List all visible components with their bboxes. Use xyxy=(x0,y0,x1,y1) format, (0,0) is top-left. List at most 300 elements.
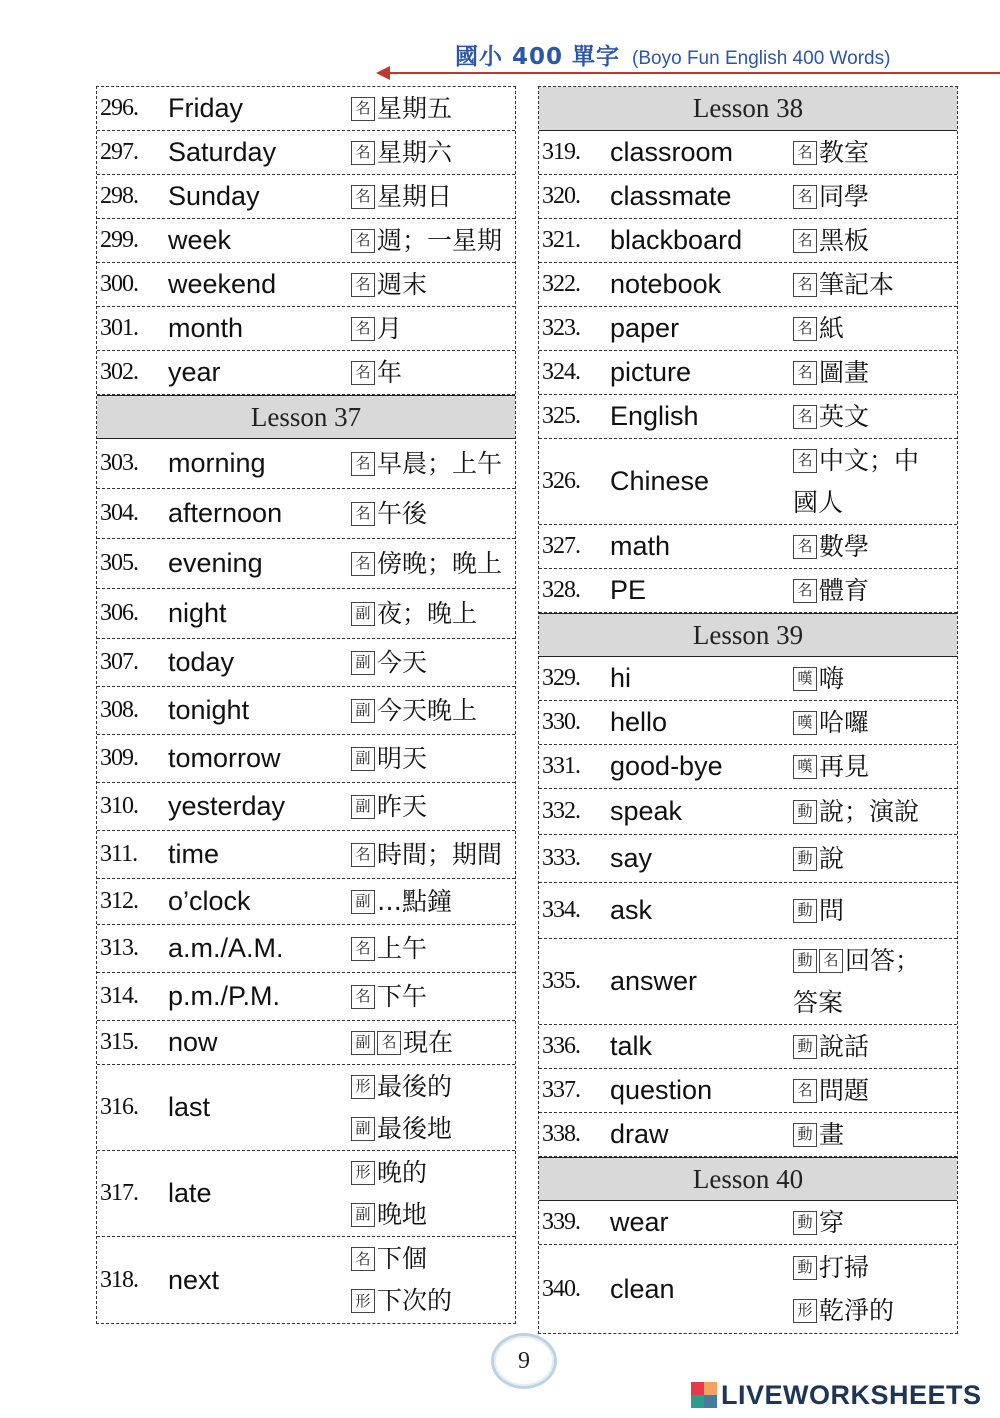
meaning-line xyxy=(351,1022,453,1064)
part-of-speech-badge: 名 xyxy=(793,405,817,429)
entry-meanings xyxy=(351,976,427,1018)
entry-number: 314. xyxy=(100,983,138,1009)
meaning-text: 星期六 xyxy=(377,137,453,167)
vocab-row xyxy=(97,831,515,879)
vocab-row xyxy=(97,1065,515,1151)
part-of-speech-badge: 名 xyxy=(793,273,817,297)
meaning-line xyxy=(351,593,477,635)
vocab-row xyxy=(97,351,515,395)
part-of-speech-badge: 名 xyxy=(351,273,375,297)
part-of-speech-badge: 名 xyxy=(793,449,817,473)
entry-number: 321. xyxy=(542,227,580,253)
meaning-line xyxy=(351,690,477,732)
meaning-line xyxy=(793,308,844,350)
vocab-row xyxy=(539,1113,957,1157)
entry-number: 313. xyxy=(100,935,138,961)
part-of-speech-badge: 名 xyxy=(793,579,817,603)
meaning-text: 週；一星期 xyxy=(377,225,503,255)
vocab-row xyxy=(97,307,515,351)
entry-meanings xyxy=(793,1026,869,1068)
entry-number: 330. xyxy=(542,709,580,735)
part-of-speech-badge: 名 xyxy=(351,937,375,961)
part-of-speech-badge: 動 xyxy=(793,949,817,973)
entry-meanings xyxy=(793,1070,869,1112)
entry-word: last xyxy=(168,1092,211,1122)
meaning-text: 最後地 xyxy=(377,1113,453,1143)
entry-number: 316. xyxy=(100,1094,138,1120)
vocab-row xyxy=(97,879,515,925)
entry-number: 317. xyxy=(100,1180,138,1206)
vocab-row xyxy=(97,219,515,263)
entry-meanings xyxy=(793,940,920,1024)
vocab-row xyxy=(97,925,515,973)
part-of-speech-badge: 名 xyxy=(377,1031,401,1055)
entry-meanings xyxy=(793,352,869,394)
meaning-text: 早晨；上午 xyxy=(377,448,503,478)
entry-number: 329. xyxy=(542,665,580,691)
entry-word: month xyxy=(168,313,244,343)
meaning-text: 時間；期間 xyxy=(377,839,503,869)
entry-meanings xyxy=(793,526,869,568)
meaning-line xyxy=(351,834,502,876)
vocab-row xyxy=(539,745,957,789)
part-of-speech-badge: 形 xyxy=(793,1299,817,1323)
meaning-line xyxy=(351,738,427,780)
brand-text: LIVEWORKSHEETS xyxy=(721,1379,982,1410)
part-of-speech-badge: 形 xyxy=(351,1289,375,1313)
part-of-speech-badge: 名 xyxy=(793,361,817,385)
lesson-header xyxy=(97,395,515,439)
meaning-line xyxy=(793,746,869,788)
vocab-row xyxy=(539,175,957,219)
logo-square xyxy=(691,1382,704,1395)
brand-logo xyxy=(691,1378,982,1412)
meaning-line xyxy=(793,440,919,482)
meaning-line xyxy=(793,1070,869,1112)
meaning-line xyxy=(351,786,427,828)
entry-word: say xyxy=(610,843,653,873)
meaning-text: 明天 xyxy=(377,743,428,773)
meaning-line xyxy=(793,791,919,833)
meaning-line xyxy=(351,1280,452,1322)
vocab-row xyxy=(539,1069,957,1113)
entry-word: afternoon xyxy=(168,498,283,528)
entry-word: yesterday xyxy=(168,791,286,821)
meaning-line xyxy=(351,1066,452,1108)
vocab-row xyxy=(539,439,957,525)
entry-word: speak xyxy=(610,796,683,826)
entry-number: 310. xyxy=(100,793,138,819)
part-of-speech-badge: 名 xyxy=(351,985,375,1009)
part-of-speech-badge: 名 xyxy=(793,317,817,341)
entry-word: night xyxy=(168,598,227,628)
meaning-text: 乾淨的 xyxy=(819,1296,895,1325)
entry-meanings xyxy=(793,308,844,350)
entry-number: 297. xyxy=(100,139,138,165)
entry-number: 338. xyxy=(542,1121,580,1147)
meaning-line xyxy=(351,1194,427,1236)
liveworksheets-icon xyxy=(691,1382,717,1408)
meaning-text: 週末 xyxy=(377,269,428,299)
entry-number: 302. xyxy=(100,359,138,385)
entry-number: 307. xyxy=(100,649,138,675)
entry-meanings xyxy=(793,132,869,174)
entry-meanings xyxy=(351,834,502,876)
part-of-speech-badge: 形 xyxy=(351,1161,375,1185)
vocab-row xyxy=(539,351,957,395)
vocab-row xyxy=(539,307,957,351)
part-of-speech-badge: 名 xyxy=(819,949,843,973)
part-of-speech-badge: 嘆 xyxy=(793,711,817,735)
meaning-line xyxy=(351,1238,452,1280)
entry-meanings xyxy=(351,642,427,684)
meaning-line xyxy=(793,1114,844,1156)
meaning-line xyxy=(351,443,502,485)
part-of-speech-badge: 名 xyxy=(351,552,375,576)
entry-word: weekend xyxy=(168,269,277,299)
meaning-line xyxy=(793,702,869,744)
part-of-speech-badge: 名 xyxy=(793,185,817,209)
meaning-text: 同學 xyxy=(819,181,870,211)
entry-number: 298. xyxy=(100,183,138,209)
entry-meanings xyxy=(351,928,427,970)
entry-meanings xyxy=(351,881,452,923)
part-of-speech-badge: 副 xyxy=(351,1203,375,1227)
part-of-speech-badge: 名 xyxy=(351,1247,375,1271)
part-of-speech-badge: 副 xyxy=(351,747,375,771)
entry-word: answer xyxy=(610,966,698,996)
meaning-line xyxy=(351,1108,452,1150)
entry-meanings xyxy=(351,786,427,828)
meaning-text: 年 xyxy=(377,357,403,387)
entry-word: tomorrow xyxy=(168,743,281,773)
entry-word: talk xyxy=(610,1031,653,1061)
entry-number: 320. xyxy=(542,183,580,209)
meaning-text: 最後的 xyxy=(377,1071,453,1101)
vocab-column-left xyxy=(96,86,516,1324)
meaning-line xyxy=(351,264,427,306)
page-number: 9 xyxy=(518,1347,530,1374)
part-of-speech-badge: 形 xyxy=(351,1075,375,1099)
part-of-speech-badge: 動 xyxy=(793,1123,817,1147)
entry-number: 303. xyxy=(100,450,138,476)
vocab-row xyxy=(97,1151,515,1237)
lesson-header xyxy=(539,87,957,131)
part-of-speech-badge: 動 xyxy=(793,800,817,824)
entry-meanings xyxy=(793,1202,844,1244)
meaning-text: 回答； xyxy=(845,945,921,975)
lesson-label: Lesson 39 xyxy=(692,619,804,650)
entry-meanings xyxy=(351,443,502,485)
meaning-line xyxy=(793,890,844,932)
entry-meanings xyxy=(351,264,427,306)
part-of-speech-badge: 副 xyxy=(351,890,375,914)
entry-meanings xyxy=(351,1152,427,1236)
entry-number: 332. xyxy=(542,798,580,824)
meaning-text: 英文 xyxy=(819,401,870,431)
entry-number: 296. xyxy=(100,95,138,121)
logo-square xyxy=(691,1395,704,1408)
entry-word: hello xyxy=(610,707,668,737)
meaning-line xyxy=(351,308,402,350)
entry-word: hi xyxy=(610,663,632,693)
part-of-speech-badge: 名 xyxy=(351,452,375,476)
entry-word: late xyxy=(168,1178,212,1208)
entry-word: today xyxy=(168,647,235,677)
lesson-header xyxy=(539,613,957,657)
entry-number: 331. xyxy=(542,753,580,779)
part-of-speech-badge: 名 xyxy=(793,229,817,253)
meaning-line xyxy=(793,658,844,700)
entry-number: 304. xyxy=(100,500,138,526)
vocab-row xyxy=(97,639,515,687)
vocab-row xyxy=(539,395,957,439)
vocab-row xyxy=(539,1025,957,1069)
meaning-text: 哈囉 xyxy=(819,707,870,737)
vocab-row xyxy=(539,1245,957,1333)
entry-meanings xyxy=(793,396,869,438)
vocab-row xyxy=(97,973,515,1021)
meaning-line xyxy=(793,1026,869,1068)
entry-word: Sunday xyxy=(168,181,260,211)
part-of-speech-badge: 嘆 xyxy=(793,667,817,691)
vocab-row xyxy=(539,131,957,175)
entry-meanings xyxy=(351,1022,453,1064)
vocab-row xyxy=(97,87,515,131)
meaning-text: 晚的 xyxy=(377,1157,428,1187)
meaning-line xyxy=(351,352,402,394)
meaning-line xyxy=(793,1202,844,1244)
meaning-text: 說 xyxy=(819,843,845,873)
meaning-line xyxy=(351,1152,427,1194)
meaning-text: 傍晚；晚上 xyxy=(377,548,503,578)
entry-meanings xyxy=(793,220,869,262)
meaning-text: 月 xyxy=(377,313,403,343)
entry-number: 340. xyxy=(542,1275,580,1302)
entry-word: time xyxy=(168,839,220,869)
entry-number: 318. xyxy=(100,1266,138,1293)
meaning-line xyxy=(793,838,844,880)
vocab-row xyxy=(97,263,515,307)
entry-meanings xyxy=(351,690,477,732)
meaning-text: 午後 xyxy=(377,498,428,528)
entry-meanings xyxy=(351,493,427,535)
entry-number: 336. xyxy=(542,1033,580,1059)
entry-number: 327. xyxy=(542,533,580,559)
vocab-row xyxy=(539,569,957,613)
vocab-row xyxy=(539,883,957,939)
entry-number: 308. xyxy=(100,697,138,723)
entry-word: math xyxy=(610,531,671,561)
logo-square xyxy=(704,1382,717,1395)
vocab-row xyxy=(97,589,515,639)
vocab-row xyxy=(539,939,957,1025)
entry-meanings xyxy=(793,1246,894,1332)
part-of-speech-badge: 名 xyxy=(351,97,375,121)
meaning-text: 說話 xyxy=(819,1031,870,1061)
entry-number: 322. xyxy=(542,271,580,297)
entry-number: 326. xyxy=(542,468,580,494)
vocab-row xyxy=(539,835,957,883)
part-of-speech-badge: 名 xyxy=(793,141,817,165)
page-header xyxy=(455,38,890,72)
entry-word: question xyxy=(610,1075,713,1105)
part-of-speech-badge: 動 xyxy=(793,847,817,871)
entry-meanings xyxy=(793,746,869,788)
entry-number: 301. xyxy=(100,315,138,341)
lesson-label: Lesson 40 xyxy=(692,1163,804,1194)
vocab-row xyxy=(97,1021,515,1065)
entry-word: classroom xyxy=(610,137,734,167)
part-of-speech-badge: 動 xyxy=(793,1256,817,1280)
meaning-text: 畫 xyxy=(819,1119,845,1149)
meaning-text: 數學 xyxy=(819,531,870,561)
vocab-column-right xyxy=(538,86,958,1334)
meaning-line xyxy=(793,940,920,982)
meaning-text: 圖畫 xyxy=(819,357,870,387)
entry-meanings xyxy=(793,440,919,524)
meaning-text: …點鐘 xyxy=(377,886,453,916)
meaning-text: 星期五 xyxy=(377,93,453,123)
lesson-label: Lesson 37 xyxy=(250,401,362,432)
vocab-row xyxy=(97,131,515,175)
part-of-speech-badge: 副 xyxy=(351,651,375,675)
vocab-row xyxy=(539,1201,957,1245)
entry-number: 325. xyxy=(542,403,580,429)
vocab-row xyxy=(97,783,515,831)
logo-square xyxy=(704,1395,717,1408)
part-of-speech-badge: 副 xyxy=(351,1031,375,1055)
entry-meanings xyxy=(351,543,502,585)
vocab-row xyxy=(539,219,957,263)
entry-word: p.m./P.M. xyxy=(168,981,281,1011)
meaning-text: 黑板 xyxy=(819,225,870,255)
meaning-line xyxy=(351,176,452,218)
meaning-text: 上午 xyxy=(377,933,428,963)
entry-meanings xyxy=(793,176,869,218)
entry-meanings xyxy=(793,658,844,700)
entry-meanings xyxy=(351,88,452,130)
vocab-row xyxy=(97,175,515,219)
meaning-line xyxy=(793,176,869,218)
entry-number: 306. xyxy=(100,600,138,626)
lesson-label: Lesson 38 xyxy=(692,93,804,123)
vocab-row xyxy=(97,735,515,783)
meaning-text: 今天 xyxy=(377,647,428,677)
meaning-text: 說；演說 xyxy=(819,796,920,826)
meaning-text: 現在 xyxy=(403,1027,454,1057)
part-of-speech-badge: 名 xyxy=(793,535,817,559)
part-of-speech-badge: 副 xyxy=(351,1117,375,1141)
entry-number: 299. xyxy=(100,227,138,253)
meaning-text: 筆記本 xyxy=(819,269,895,299)
part-of-speech-badge: 名 xyxy=(351,229,375,253)
part-of-speech-badge: 副 xyxy=(351,795,375,819)
meaning-text: 問題 xyxy=(819,1075,870,1105)
meaning-line xyxy=(793,352,869,394)
entry-meanings xyxy=(793,264,894,306)
entry-word: notebook xyxy=(610,269,722,299)
meaning-line xyxy=(351,493,427,535)
vocab-row xyxy=(539,657,957,701)
meaning-text: 國人 xyxy=(793,487,844,517)
part-of-speech-badge: 動 xyxy=(793,1211,817,1235)
entry-number: 333. xyxy=(542,845,580,871)
entry-number: 305. xyxy=(100,550,138,576)
meaning-text: 打掃 xyxy=(819,1253,870,1282)
entry-meanings xyxy=(351,176,452,218)
header-title-en: (Boyo Fun English 400 Words) xyxy=(632,48,891,69)
meaning-line xyxy=(351,881,452,923)
part-of-speech-badge: 名 xyxy=(793,1079,817,1103)
entry-word: year xyxy=(168,357,221,387)
entry-number: 300. xyxy=(100,271,138,297)
entry-word: classmate xyxy=(610,181,732,211)
part-of-speech-badge: 動 xyxy=(793,1035,817,1059)
entry-word: a.m./A.M. xyxy=(168,933,284,963)
entry-word: wear xyxy=(610,1207,669,1237)
meaning-line xyxy=(793,264,894,306)
page-number-badge xyxy=(491,1333,557,1389)
entry-word: paper xyxy=(610,313,680,343)
entry-meanings xyxy=(793,570,869,612)
entry-number: 311. xyxy=(100,841,138,867)
entry-word: tonight xyxy=(168,695,250,725)
meaning-line xyxy=(351,928,427,970)
entry-meanings xyxy=(351,1238,452,1322)
meaning-text: 中文；中 xyxy=(819,445,920,475)
vocab-row xyxy=(539,701,957,745)
entry-word: Chinese xyxy=(610,466,710,496)
entry-word: clean xyxy=(610,1273,675,1304)
entry-word: draw xyxy=(610,1119,669,1149)
entry-meanings xyxy=(793,838,844,880)
meaning-text: 下次的 xyxy=(377,1286,453,1315)
meaning-line xyxy=(793,396,869,438)
entry-word: ask xyxy=(610,895,653,925)
meaning-text: 問 xyxy=(819,895,845,925)
entry-meanings xyxy=(351,738,427,780)
entry-meanings xyxy=(793,890,844,932)
part-of-speech-badge: 名 xyxy=(351,502,375,526)
entry-number: 335. xyxy=(542,968,580,994)
entry-meanings xyxy=(793,702,869,744)
meaning-line xyxy=(793,526,869,568)
vocab-row xyxy=(539,263,957,307)
meaning-line xyxy=(793,220,869,262)
entry-word: picture xyxy=(610,357,692,387)
entry-word: now xyxy=(168,1027,218,1057)
part-of-speech-badge: 名 xyxy=(351,185,375,209)
part-of-speech-badge: 動 xyxy=(793,899,817,923)
entry-meanings xyxy=(351,132,452,174)
meaning-line xyxy=(351,642,427,684)
header-rule xyxy=(386,72,1000,74)
vocab-row xyxy=(97,489,515,539)
meaning-text: 嗨 xyxy=(819,663,845,693)
meaning-line xyxy=(793,570,869,612)
header-title-zh: 國小 400 單字 xyxy=(455,44,621,70)
meaning-text: 體育 xyxy=(819,575,870,605)
entry-number: 315. xyxy=(100,1029,138,1055)
part-of-speech-badge: 名 xyxy=(351,843,375,867)
entry-number: 324. xyxy=(542,359,580,385)
entry-word: Friday xyxy=(168,93,244,123)
meaning-text: 答案 xyxy=(793,987,844,1017)
part-of-speech-badge: 嘆 xyxy=(793,755,817,779)
part-of-speech-badge: 副 xyxy=(351,602,375,626)
entry-word: o’clock xyxy=(168,886,251,916)
